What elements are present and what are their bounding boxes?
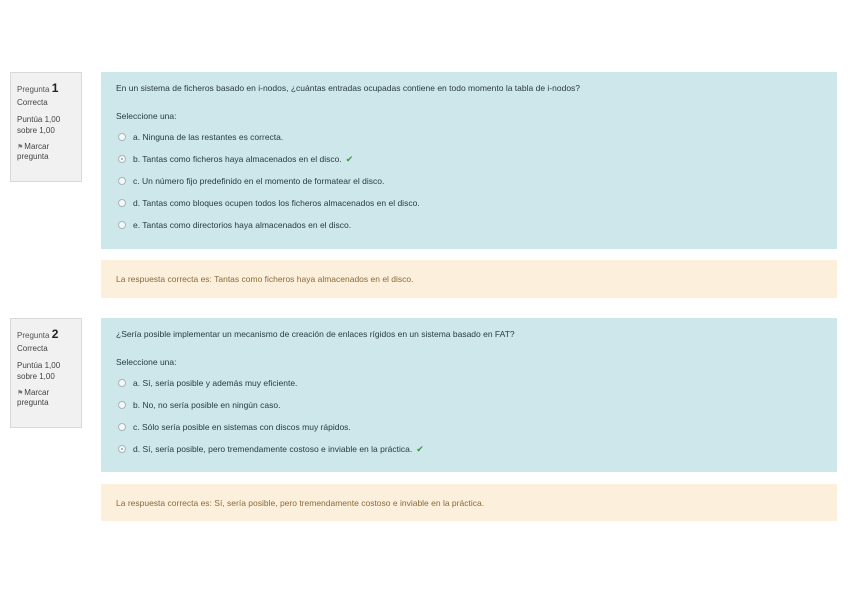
option-label: a. Sí, sería posible y además muy eficiente. <box>133 378 298 388</box>
option-label: e. Tantas como directorios haya almacenados en el disco. <box>133 220 352 230</box>
question-grade: Puntúa 1,00 sobre 1,00 <box>17 114 61 135</box>
correct-answer-text: La respuesta correcta es: Tantas como ficheros haya almacenados en el disco. <box>116 274 414 284</box>
radio-button[interactable] <box>118 379 126 387</box>
radio-button[interactable] <box>118 199 126 207</box>
answer-option[interactable] <box>116 126 822 148</box>
answer-option[interactable] <box>116 416 822 438</box>
answer-prompt: Seleccione una: <box>116 357 177 367</box>
answer-option[interactable] <box>116 192 822 214</box>
option-label: d. Sí, sería posible, pero tremendamente costoso e inviable en la práctica. <box>133 444 413 454</box>
question-formulation <box>101 72 837 249</box>
option-label: a. Ninguna de las restantes es correcta. <box>133 132 284 142</box>
question-grade: Puntúa 1,00 sobre 1,00 <box>17 360 61 381</box>
question-info <box>10 318 82 428</box>
radio-button[interactable] <box>118 445 126 453</box>
question-formulation <box>101 318 837 472</box>
question-info <box>10 72 82 182</box>
radio-button[interactable] <box>118 401 126 409</box>
flag-icon: ⚑ <box>17 143 24 151</box>
answer-option[interactable] <box>116 170 822 192</box>
feedback-box <box>101 484 837 521</box>
option-label: d. Tantas como bloques ocupen todos los ficheros almacenados en el disco. <box>133 198 420 208</box>
flag-icon: ⚑ <box>17 389 24 397</box>
correct-answer-text: La respuesta correcta es: Sí, sería posible, pero tremendamente costoso e inviable en la práctica. <box>116 497 485 508</box>
radio-button[interactable] <box>118 177 126 185</box>
answer-option[interactable] <box>116 438 822 460</box>
answer-option[interactable] <box>116 148 822 170</box>
answer-options <box>116 372 822 460</box>
answer-prompt: Seleccione una: <box>116 111 177 121</box>
question-state: Correcta <box>17 98 48 108</box>
question-number: Pregunta 1 <box>17 81 59 95</box>
answer-option[interactable] <box>116 372 822 394</box>
check-icon: ✔ <box>416 443 424 454</box>
option-label: b. Tantas como ficheros haya almacenados en el disco. <box>133 154 342 164</box>
radio-button[interactable] <box>118 221 126 229</box>
question-text: En un sistema de ficheros basado en i-nodos, ¿cuántas entradas ocupadas contiene en todo momento la tabla de i-nodos? <box>116 83 581 93</box>
option-label: c. Sólo sería posible en sistemas con discos muy rápidos. <box>133 422 351 432</box>
answer-option[interactable] <box>116 214 822 236</box>
radio-button[interactable] <box>118 133 126 141</box>
option-label: c. Un número fijo predefinido en el momento de formatear el disco. <box>133 176 385 186</box>
question-text: ¿Sería posible implementar un mecanismo de creación de enlaces rígidos en un sistema basado en FAT? <box>116 329 515 339</box>
flag-question-link[interactable]: ⚑Marcar pregunta <box>17 141 50 162</box>
check-icon: ✔ <box>345 153 354 164</box>
question-state: Correcta <box>17 344 48 354</box>
answer-option[interactable] <box>116 394 822 416</box>
option-label: b. No, no sería posible en ningún caso. <box>133 400 281 410</box>
feedback-box <box>101 260 837 298</box>
question-number: Pregunta 2 <box>17 327 59 341</box>
answer-options <box>116 126 822 236</box>
flag-question-link[interactable]: ⚑Marcar pregunta <box>17 387 50 408</box>
radio-button[interactable] <box>118 423 126 431</box>
radio-button[interactable] <box>118 155 126 163</box>
